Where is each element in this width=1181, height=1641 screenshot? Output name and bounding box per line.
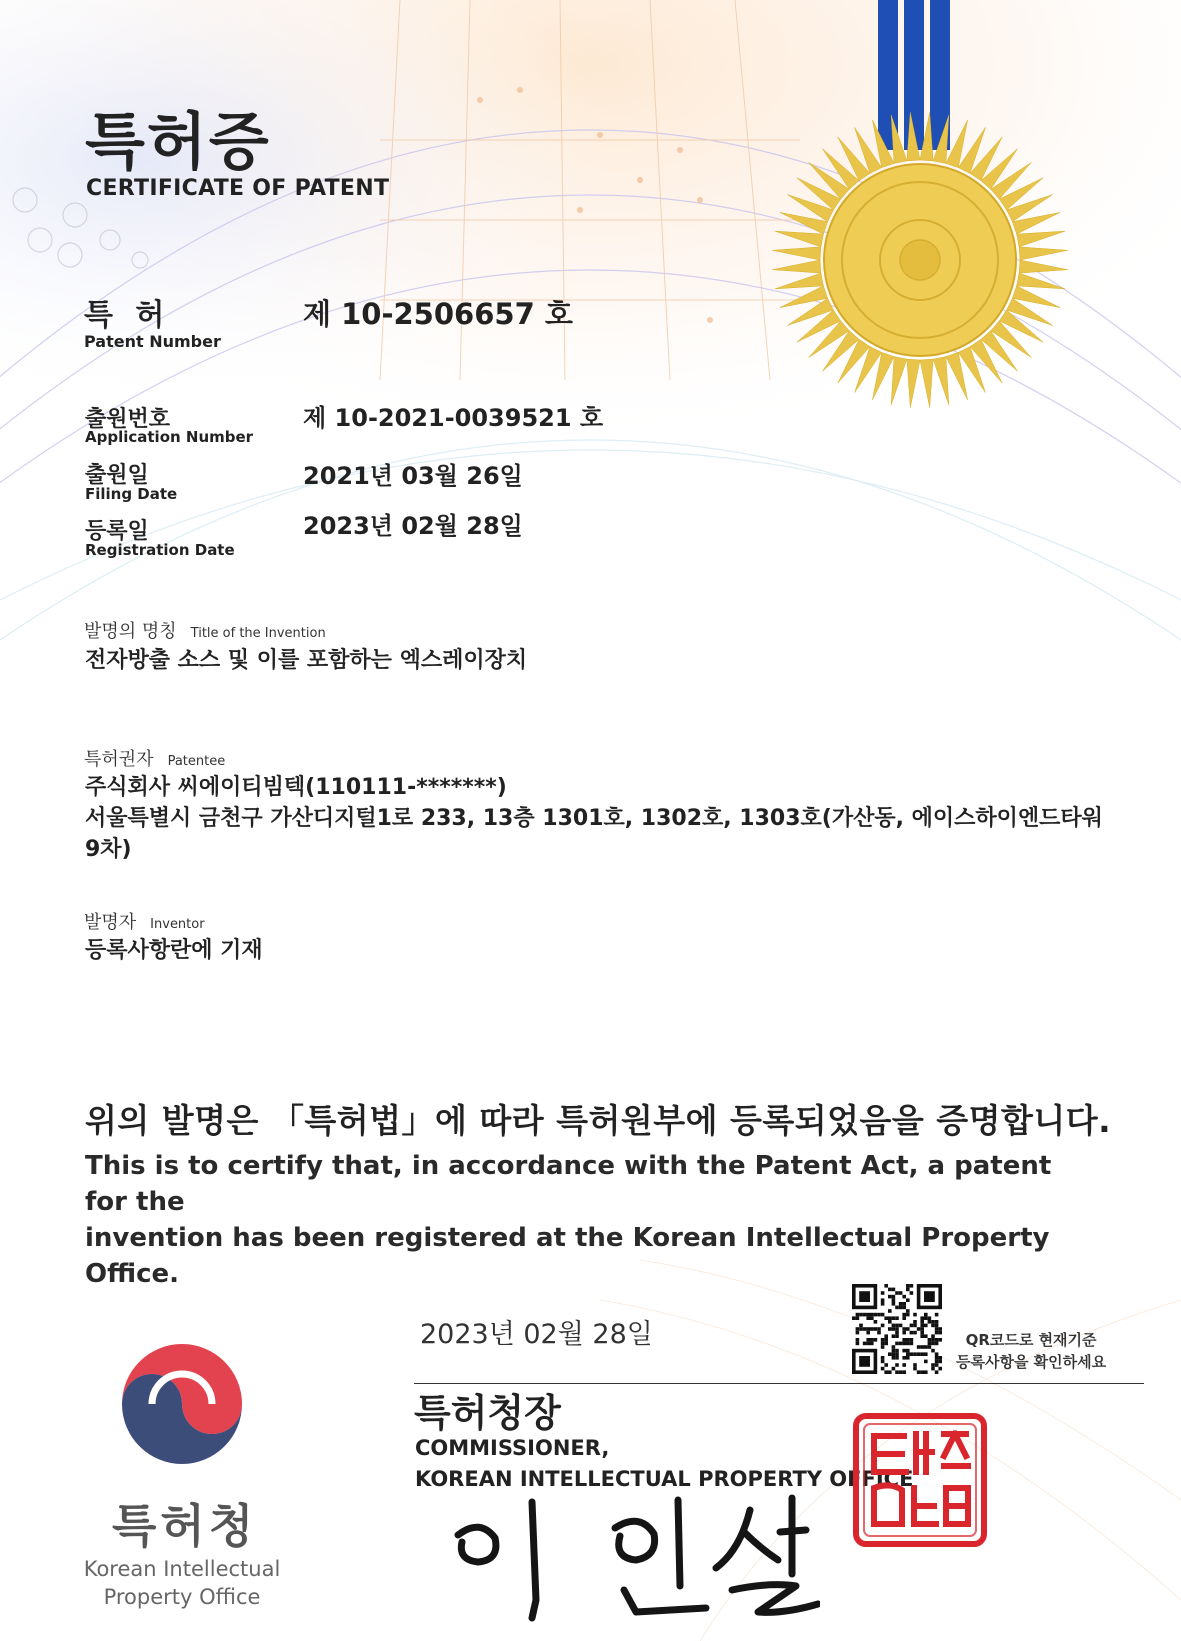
registration-date-value: 2023년 02월 28일 xyxy=(303,512,523,540)
patentee-address-line-1: 서울특별시 금천구 가산디지털1로 233, 13층 1301호, 1302호, 1303호(가산동, 에이스하이엔드타워 xyxy=(85,806,1103,831)
filing-date-label-korean: 출원일 xyxy=(85,463,149,488)
commissioner-title-english-line-1: COMMISSIONER, xyxy=(415,1436,610,1460)
certification-statement-korean: 위의 발명은 「특허법」에 따라 특허원부에 등록되었음을 증명합니다. xyxy=(85,1101,1112,1140)
office-name-english xyxy=(82,1555,282,1611)
patent-number-label-english: Patent Number xyxy=(84,332,221,351)
invention-title-label-korean: 발명의 명칭 xyxy=(84,621,177,642)
kipo-taegeuk-logo-icon xyxy=(108,1330,256,1478)
application-number-value: 제 10-2021-0039521 호 xyxy=(303,404,604,432)
filing-date-label-english: Filing Date xyxy=(85,485,178,503)
gold-seal-icon xyxy=(770,110,1070,410)
patentee-address-line-2: 9차) xyxy=(85,837,132,862)
qr-code-note-line-2: 등록사항을 확인하세요 xyxy=(956,1353,1107,1371)
certificate-title-korean: 특허증 xyxy=(85,105,271,178)
inventor-label-korean: 발명자 xyxy=(84,912,137,933)
commissioner-title-korean: 특허청장 xyxy=(414,1391,561,1435)
application-number-label-korean: 출원번호 xyxy=(85,407,171,432)
commissioner-title-english-line-2: KOREAN INTELLECTUAL PROPERTY OFFICE xyxy=(415,1467,914,1491)
red-official-stamp-icon xyxy=(852,1412,988,1548)
office-name-english-line-2: Property Office xyxy=(103,1585,261,1609)
filing-date-value: 2021년 03월 26일 xyxy=(303,462,523,490)
qr-code-note-line-1: QR코드로 현재기준 xyxy=(965,1331,1097,1349)
certification-statement-english-line-2: invention has been registered at the Korean Intellectual Property Office. xyxy=(85,1223,1050,1289)
application-number-label-english: Application Number xyxy=(85,428,254,446)
inventor-label-english: Inventor xyxy=(150,917,205,932)
office-name-korean: 특허청 xyxy=(112,1499,258,1553)
qr-code-note xyxy=(956,1329,1106,1373)
registration-date-label-english: Registration Date xyxy=(85,541,235,559)
inventor-label xyxy=(84,908,205,934)
office-name-english-line-1: Korean Intellectual xyxy=(83,1557,281,1581)
handwritten-signature xyxy=(440,1490,820,1630)
invention-title-label xyxy=(84,617,326,643)
issue-date: 2023년 02월 28일 xyxy=(420,1319,653,1350)
commissioner-title-english xyxy=(415,1433,913,1495)
certificate-title-english: CERTIFICATE OF PATENT xyxy=(86,176,390,201)
patent-number-label-korean: 특 허 xyxy=(84,298,171,333)
registration-date-label-korean: 등록일 xyxy=(85,519,149,544)
patentee-label-english: Patentee xyxy=(167,754,226,769)
patent-number-value: 제 10-2506657 호 xyxy=(303,297,573,331)
invention-title-value: 전자방출 소스 및 이를 포함하는 엑스레이장치 xyxy=(85,648,528,673)
inventor-value: 등록사항란에 기재 xyxy=(85,938,263,963)
qr-code-icon[interactable] xyxy=(852,1284,942,1374)
certification-statement-english xyxy=(85,1148,1085,1292)
patentee-label-korean: 특허권자 xyxy=(84,749,154,770)
certification-statement-english-line-1: This is to certify that, in accordance with the Patent Act, a patent for the xyxy=(85,1151,1052,1217)
invention-title-label-english: Title of the Invention xyxy=(190,626,326,641)
patentee-name: 주식회사 씨에이티빔텍(110111-*******) xyxy=(85,775,507,800)
patentee-label xyxy=(84,745,225,771)
